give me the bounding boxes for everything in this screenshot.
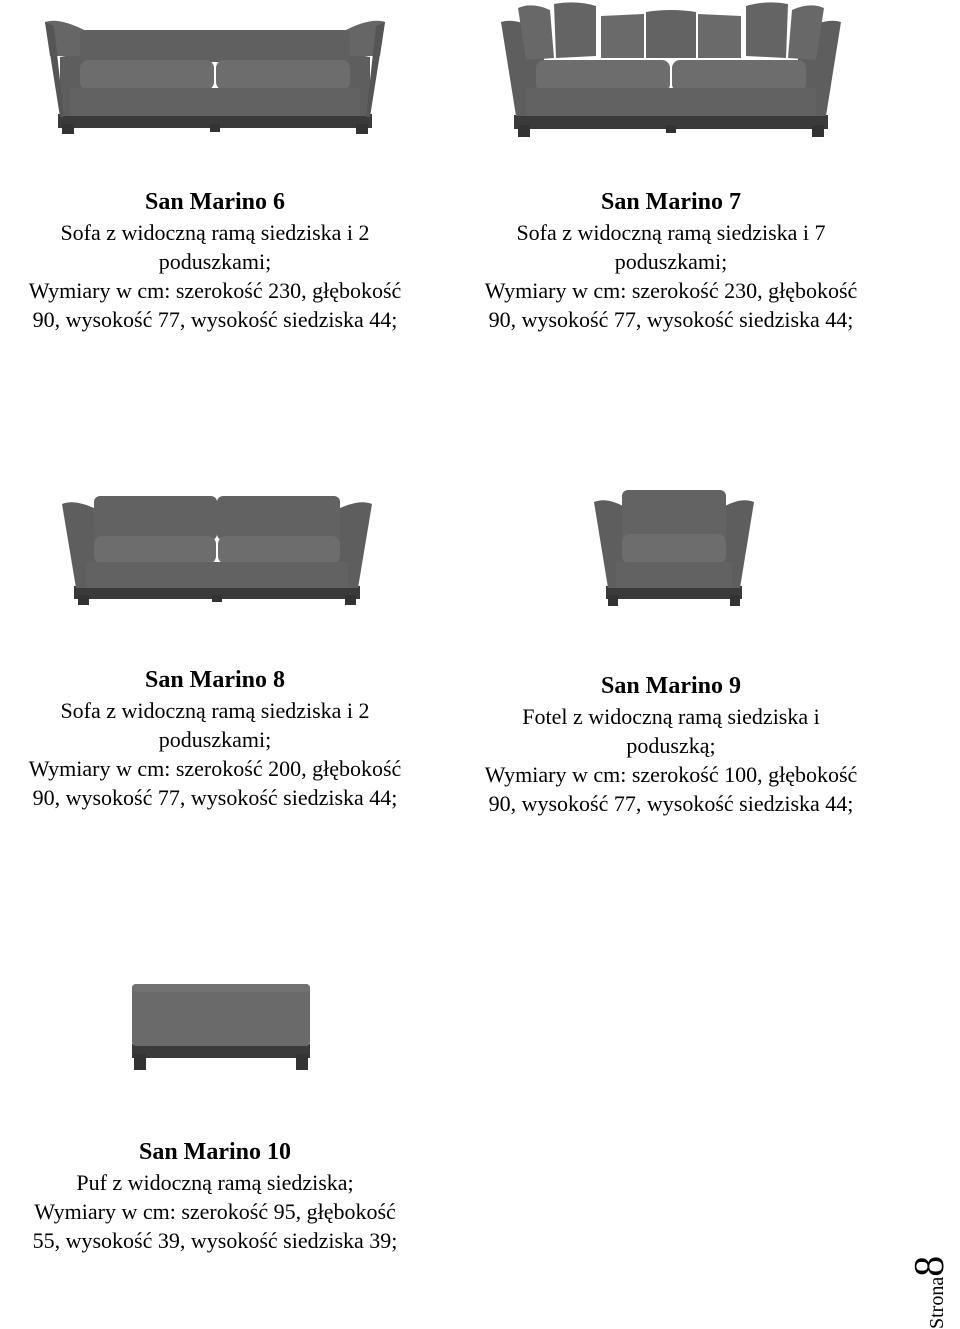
product-description: Fotel z widoczną ramą siedziska i	[522, 704, 820, 729]
product-title: San Marino 7	[600, 189, 741, 215]
product-dimensions: 90, wysokość 77, wysokość siedziska 44;	[488, 791, 854, 816]
product-caption-san-marino-9	[456, 670, 886, 818]
product-dimensions: Wymiary w cm: szerokość 200, głębokość	[28, 756, 402, 781]
product-description: Puf z widoczną ramą siedziska;	[76, 1170, 354, 1195]
product-title: San Marino 10	[138, 1139, 291, 1165]
product-title: San Marino 8	[144, 667, 285, 693]
product-title: San Marino 9	[600, 673, 741, 699]
product-description: poduszką;	[626, 733, 716, 758]
sofa-san-marino-6-image	[40, 12, 390, 137]
page-number: 8	[907, 1255, 953, 1277]
product-caption-san-marino-6	[0, 186, 430, 334]
product-description: poduszkami;	[158, 249, 272, 274]
product-dimensions: 55, wysokość 39, wysokość siedziska 39;	[32, 1228, 398, 1253]
sofa-san-marino-8-image	[58, 492, 376, 607]
product-dimensions: Wymiary w cm: szerokość 100, głębokość	[484, 762, 858, 787]
product-dimensions: Wymiary w cm: szerokość 230, głębokość	[484, 278, 858, 303]
product-title: San Marino 6	[144, 189, 285, 215]
product-description: Sofa z widoczną ramą siedziska i 2	[60, 698, 370, 723]
product-description: poduszkami;	[614, 249, 728, 274]
product-dimensions: 90, wysokość 77, wysokość siedziska 44;	[32, 785, 398, 810]
product-description: Sofa z widoczną ramą siedziska i 2	[60, 220, 370, 245]
armchair-san-marino-9-image	[592, 488, 756, 608]
pouf-san-marino-10-image	[128, 982, 314, 1072]
product-dimensions: Wymiary w cm: szerokość 230, głębokość	[28, 278, 402, 303]
product-dimensions: 90, wysokość 77, wysokość siedziska 44;	[488, 307, 854, 332]
product-description: poduszkami;	[158, 727, 272, 752]
product-dimensions: Wymiary w cm: szerokość 95, głębokość	[34, 1199, 396, 1224]
product-caption-san-marino-7	[456, 186, 886, 334]
product-dimensions: 90, wysokość 77, wysokość siedziska 44;	[32, 307, 398, 332]
page-footer	[907, 1229, 960, 1329]
sofa-san-marino-7-image	[496, 0, 846, 140]
page-label: Strona	[926, 1276, 948, 1329]
product-description: Sofa z widoczną ramą siedziska i 7	[516, 220, 826, 245]
product-caption-san-marino-10	[0, 1136, 430, 1255]
product-caption-san-marino-8	[0, 664, 430, 812]
